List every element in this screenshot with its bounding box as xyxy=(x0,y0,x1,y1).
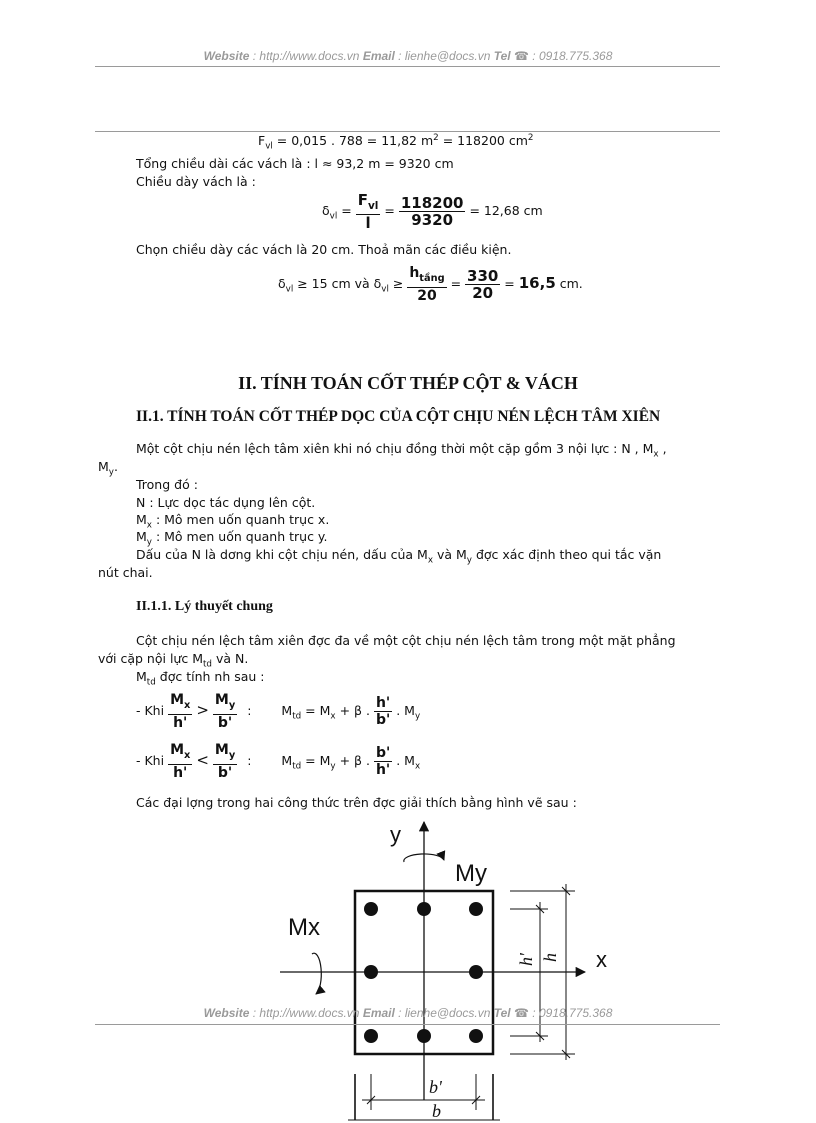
email-value[interactable]: : lienhe@docs.vn xyxy=(398,49,491,63)
sign-line2: nút chai. xyxy=(98,565,153,580)
theory-line2: với cặp nội lực $M_{td}$ và N. xyxy=(98,651,249,670)
y-axis-label: y xyxy=(390,822,401,847)
rebar-dot xyxy=(364,965,378,979)
tel-label: Tel xyxy=(493,49,511,63)
rebar-dot xyxy=(364,902,378,916)
email-value[interactable]: : lienhe@docs.vn xyxy=(398,1006,491,1020)
website-label: Website xyxy=(203,1006,250,1020)
cond-result: 16,5 xyxy=(518,273,556,292)
email-label: Email xyxy=(362,1006,395,1020)
para1-line1: Một cột chịu nén lệch tâm xiên khi nó chịu đồng thời một cặp gồm 3 nội lực : N , $M_x$ , xyxy=(136,441,667,460)
colon: : xyxy=(247,752,252,768)
delta-lhs: $\delta_{vl}$ = xyxy=(322,203,352,222)
b-label: b xyxy=(432,1101,441,1121)
fraction: $\frac{h'}{b'}$ xyxy=(375,694,391,728)
h-label: h xyxy=(540,953,560,962)
where-label: Trong đó : xyxy=(136,477,198,492)
choose-line: Chọn chiều dày các vách là 20 cm. Thoả mãn các điều kiện. xyxy=(136,242,512,257)
tel-value: : 0918.775.368 xyxy=(532,49,613,63)
rebar-dot xyxy=(364,1029,378,1043)
email-label: Email xyxy=(362,49,395,63)
delta-formula: $\delta_{vl}$ = $\frac{F_{vl}}{l}$ = $\frac{118200}{9320}$ = 12,68 cm xyxy=(322,191,543,232)
khi-label: - Khi xyxy=(136,752,165,768)
section-title: II. TÍNH TOÁN CỐT THÉP CỘT & VÁCH xyxy=(238,373,578,393)
subsubsection-title: II.1.1. Lý thuyết chung xyxy=(136,599,273,614)
tel-value: : 0918.775.368 xyxy=(532,1006,613,1020)
fraction: $\frac{h_{tầng}}{20}$ xyxy=(409,265,445,304)
my-label: My xyxy=(455,860,487,887)
khi-label: - Khi xyxy=(136,702,165,718)
b-prime-label: b' xyxy=(429,1077,442,1097)
def-my: $M_y$ : Mô men uốn quanh trục y. xyxy=(136,529,328,548)
rebar-dot xyxy=(469,965,483,979)
delta-result: = 12,68 cm xyxy=(469,203,543,218)
colon: : xyxy=(247,702,252,718)
phone-icon: ☎ xyxy=(514,49,529,63)
fraction: $\frac{b'}{h'}$ xyxy=(375,744,391,778)
rebar-dot xyxy=(469,1029,483,1043)
tel-label: Tel xyxy=(493,1006,511,1020)
fraction: $\frac{M_x}{h'}$ xyxy=(170,692,191,731)
fraction: $\frac{M_y}{b'}$ xyxy=(214,692,236,731)
def-n: N : Lực dọc tác dụng lên cột. xyxy=(136,495,316,510)
fvl-line: $F_{vl} = 0,015$ . 788 = 11,82 $m^2 = 118200$ $cm^2$ xyxy=(258,133,534,152)
def-mx: $M_x$ : Mô men uốn quanh trục x. xyxy=(136,512,330,531)
compare-op: > xyxy=(196,700,209,719)
fraction: $\frac{118200}{9320}$ xyxy=(400,194,464,229)
figure-intro: Các đại lợng trong hai công thức trên đợc giải thích bằng hình vẽ sau : xyxy=(136,795,577,810)
fraction: $\frac{330}{20}$ xyxy=(467,266,499,302)
mx-label: Mx xyxy=(288,914,320,941)
mtd-intro: $M_{td}$ đợc tính nh sau : xyxy=(136,669,265,688)
mtd-equation: $M_{td} = M_x + \beta$ . xyxy=(281,702,370,722)
rebar-dot xyxy=(417,902,431,916)
sign-line1: Dấu của N là dơng khi cột chịu nén, dấu của $M_x$ và $M_y$ đợc xác định theo qui tắc vặn xyxy=(136,547,662,566)
fraction: $\frac{M_x}{h'}$ xyxy=(170,742,191,781)
website-label: Website xyxy=(203,49,250,63)
condition-formula: $\delta_{vl} \ge 15$ cm và $\delta_{vl}$ ≥ $\frac{h_{tầng}}{20}$ = $\frac{330}{20}$ = 16,5 cm. xyxy=(278,265,583,304)
fraction: $\frac{M_y}{b'}$ xyxy=(214,742,236,781)
compare-op: < xyxy=(196,750,209,769)
length-line: Tổng chiều dài các vách là : l ≈ 93,2 m = 9320 cm xyxy=(136,156,454,171)
cond-lhs: $\delta_{vl} \ge 15$ cm và $\delta_{vl}$ ≥ xyxy=(278,275,404,295)
page-footer xyxy=(0,1006,816,1020)
cond-unit: cm. xyxy=(559,275,583,291)
x-axis-label: x xyxy=(596,947,607,972)
thickness-intro: Chiều dày vách là : xyxy=(136,174,256,189)
website-url[interactable]: : http://www.docs.vn xyxy=(252,1006,360,1020)
equation-tail: . $M_x$ xyxy=(396,752,421,772)
mtd-equation: $M_{td} = M_y + \beta$ . xyxy=(281,752,370,772)
fraction: $\frac{F_{vl}}{l}$ xyxy=(357,191,379,232)
subsection-title: II.1. TÍNH TOÁN CỐT THÉP DỌC CỦA CỘT CHỊU NÉN LỆCH TÂM XIÊN xyxy=(136,408,661,425)
para1-line2: $M_y$. xyxy=(98,459,118,478)
rebar-dot xyxy=(417,1029,431,1043)
rebar-dot xyxy=(469,902,483,916)
h-prime-label: h' xyxy=(516,953,536,966)
theory-line1: Cột chịu nén lệch tâm xiên đợc đa về một cột chịu nén lệch tâm trong một mặt phẳng xyxy=(136,633,676,648)
equation-tail: . $M_y$ xyxy=(396,702,421,722)
mx-moment-arrow xyxy=(312,953,321,994)
website-url[interactable]: : http://www.docs.vn xyxy=(252,49,360,63)
footer-rule xyxy=(95,1024,720,1025)
phone-icon: ☎ xyxy=(514,1006,529,1020)
